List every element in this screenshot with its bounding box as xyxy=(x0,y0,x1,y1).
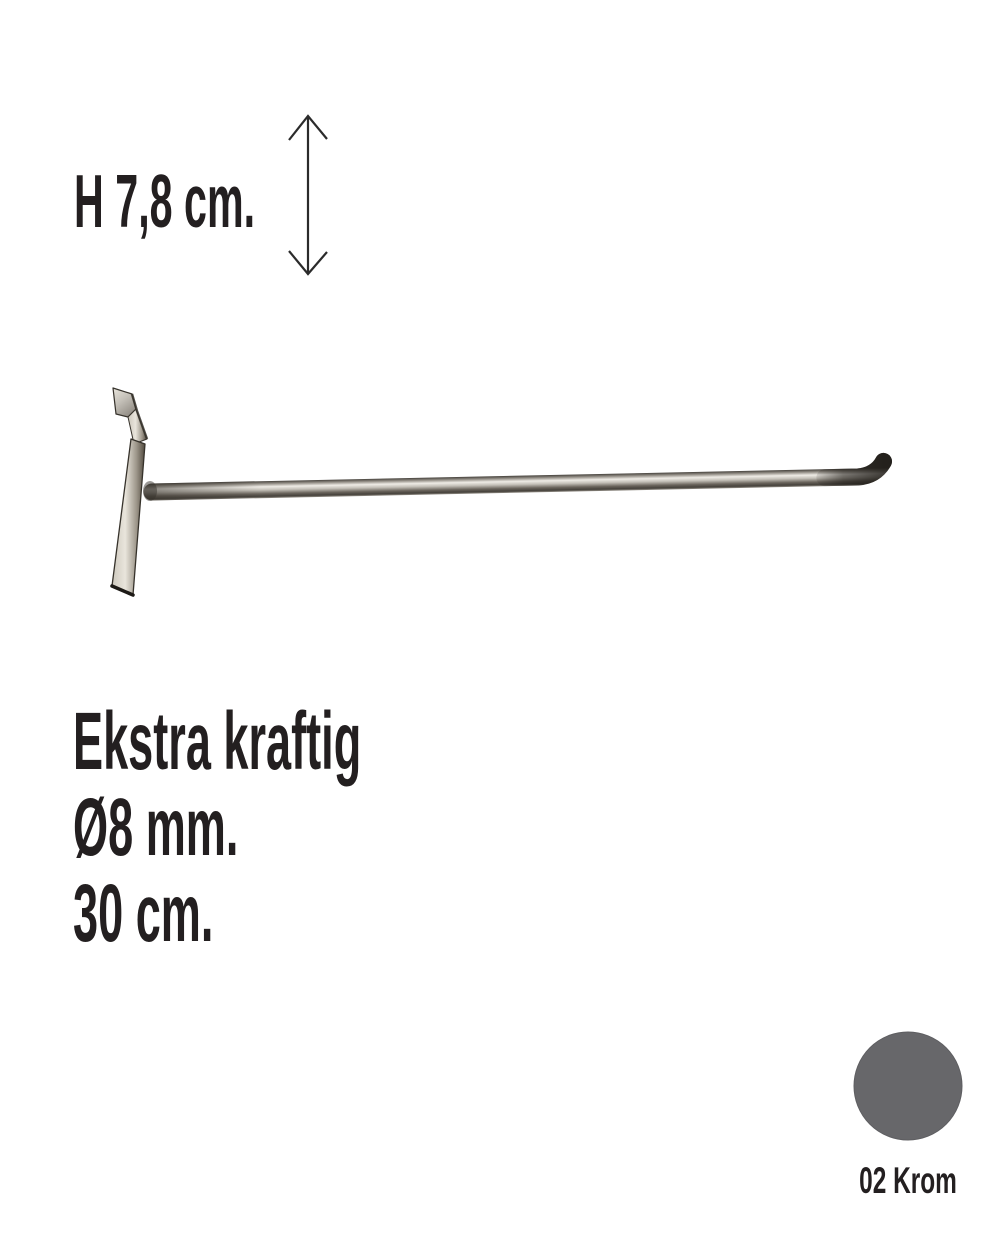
hook-rod xyxy=(152,461,884,492)
vertical-double-arrow-strokes xyxy=(289,116,327,274)
color-swatch-circle xyxy=(852,1030,964,1142)
hook-back-plate xyxy=(112,439,145,595)
vertical-double-arrow-icon xyxy=(285,110,331,280)
spec-line-diameter: Ø8 mm. xyxy=(73,782,239,873)
color-swatch-label: 02 Krom xyxy=(859,1160,957,1201)
junction-highlight-speck xyxy=(164,474,169,479)
hook-bracket xyxy=(113,388,147,444)
height-dimension-label: H 7,8 cm. xyxy=(74,159,256,243)
spec-line-length: 30 cm. xyxy=(73,868,214,959)
slatwall-hook-product-photo xyxy=(90,375,900,610)
product-spec-lines xyxy=(73,696,597,959)
rod-plate-junction-shadow xyxy=(143,481,157,501)
spec-line-strength: Ekstra kraftig xyxy=(73,696,362,787)
